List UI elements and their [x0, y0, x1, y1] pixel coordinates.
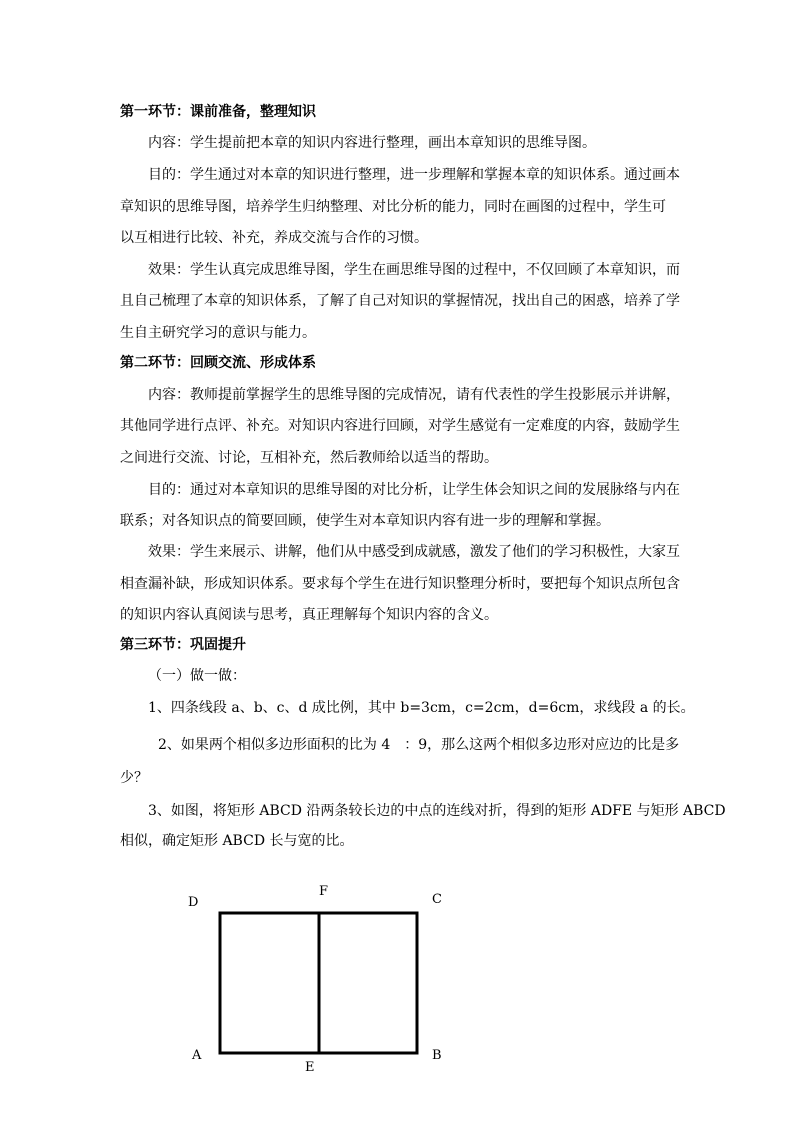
- section-2-line-2: 其他同学进行点评、补充。对知识内容进行回顾，对学生感觉有一定难度的内容，鼓励学生: [120, 418, 680, 434]
- label-a: A: [192, 1048, 202, 1063]
- label-c: C: [432, 892, 442, 907]
- section-3-heading: 第三环节：巩固提升: [120, 637, 246, 653]
- question-2-line-1: 2、如果两个相似多边形面积的比为 4 ：9，那么这两个相似多边形对应边的比是多: [158, 737, 680, 753]
- label-f: F: [319, 884, 329, 899]
- section-2-line-7: 相查漏补缺，形成知识体系。要求每个学生在进行知识整理分析时，要把每个知识点所包含: [120, 576, 680, 592]
- question-2-line-2: 少？: [120, 770, 148, 786]
- section-2-line-5: 联系；对各知识点的简要回顾，使学生对本章知识内容有进一步的理解和掌握。: [120, 513, 610, 529]
- section-1-line-7: 生自主研究学习的意识与能力。: [120, 325, 316, 341]
- question-1: 1、四条线段 a、b、c、d 成比例，其中 b=3cm，c=2cm，d=6cm，求线段 a 的长。: [148, 700, 695, 716]
- section-2-heading: 第二环节：回顾交流、形成体系: [120, 355, 316, 371]
- section-2-line-8: 的知识内容认真阅读与思考，真正理解每个知识内容的含义。: [120, 607, 498, 623]
- question-3-line-1: 3、如图，将矩形 ABCD 沿两条较长边的中点的连线对折，得到的矩形 ADFE 与矩形 ABCD: [148, 803, 726, 819]
- section-1-line-3: 章知识的思维导图，培养学生归纳整理、对比分析的能力，同时在画图的过程中，学生可: [120, 199, 666, 215]
- section-3-subheading: （一）做一做：: [148, 668, 246, 684]
- section-2-line-6: 效果：学生来展示、讲解，他们从中感受到成就感，激发了他们的学习积极性，大家互: [148, 544, 680, 560]
- section-1-line-2: 目的：学生通过对本章的知识进行整理，进一步理解和掌握本章的知识体系。通过画本: [148, 167, 680, 183]
- section-2-line-3: 之间进行交流、讨论，互相补充，然后教师给以适当的帮助。: [120, 450, 498, 466]
- section-2-line-1: 内容：教师提前掌握学生的思维导图的完成情况，请有代表性的学生投影展示并讲解，: [148, 387, 680, 403]
- label-d: D: [188, 895, 199, 910]
- section-1-line-5: 效果：学生认真完成思维导图，学生在画思维导图的过程中，不仅回顾了本章知识，而: [148, 262, 680, 278]
- section-1-heading: 第一环节：课前准备，整理知识: [120, 104, 316, 120]
- section-1-line-4: 以互相进行比较、补充，养成交流与合作的习惯。: [120, 230, 428, 246]
- question-3-line-2: 相似，确定矩形 ABCD 长与宽的比。: [120, 833, 354, 849]
- label-b: B: [432, 1048, 442, 1063]
- section-1-line-1: 内容：学生提前把本章的知识内容进行整理，画出本章知识的思维导图。: [148, 135, 596, 151]
- section-2-line-4: 目的：通过对本章知识的思维导图的对比分析，让学生体会知识之间的发展脉络与内在: [148, 482, 680, 498]
- label-e: E: [305, 1060, 315, 1075]
- rectangle-figure: [180, 876, 470, 1076]
- section-1-line-6: 且自己梳理了本章的知识体系，了解了自己对知识的掌握情况，找出自己的困惑，培养了学: [120, 293, 680, 309]
